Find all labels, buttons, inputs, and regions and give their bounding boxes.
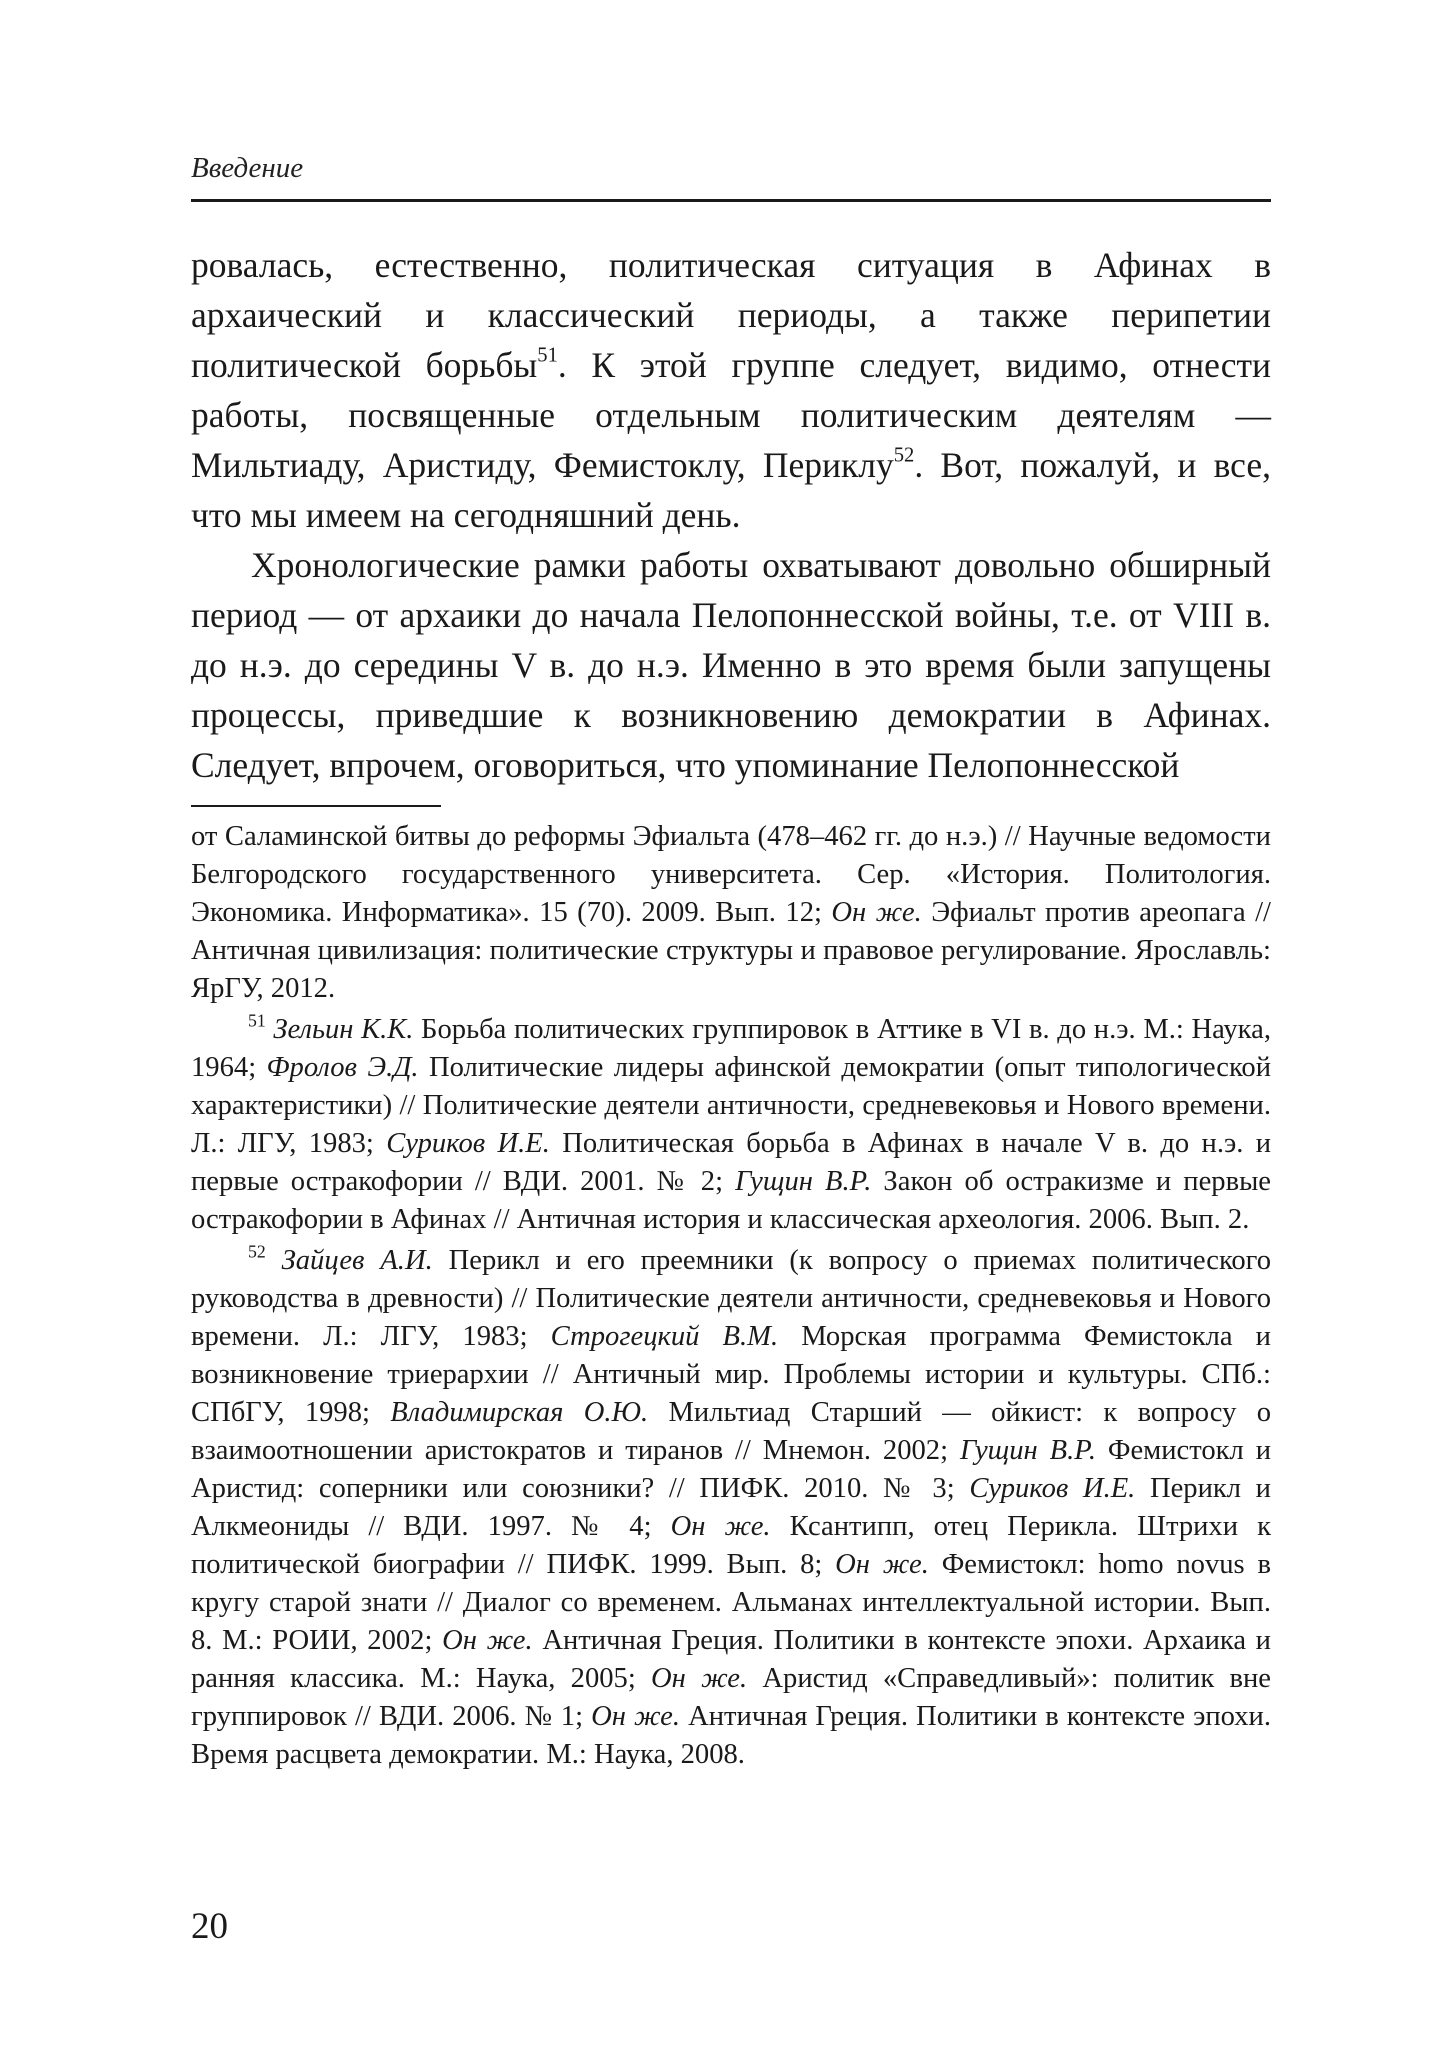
author-name: Он же. <box>835 1549 929 1580</box>
footnote-number: 52 <box>248 1241 266 1262</box>
header-rule <box>191 199 1271 202</box>
author-name: Зайцев А.И. <box>281 1245 433 1276</box>
text-run: Мильтиад Старший — ойкист: к вопросу о взаимоотношении аристократов и тиранов // Мнемон. 2002; <box>191 1397 1271 1466</box>
text-run: Закон об остракизме и первые остракофории в Афинах // Античная история и классическая археология. 2006. Вып. 2. <box>191 1166 1271 1235</box>
text-run: Фемистокл: homo novus в кругу старой знати // Диалог со временем. Альманах интеллектуальной истории. Вып. 8. М.: РОИИ, 2002; <box>191 1549 1271 1656</box>
text-run <box>266 1245 282 1276</box>
text-run: ровалась, естественно, политическая ситуация в Афинах в архаический и классический периоды, а также перипетии политической борьбы <box>191 245 1271 385</box>
text-run: Хронологические рамки работы охватывают довольно обширный период — от архаики до начала Пелопоннесской войны, т.е. от VIII в. до н.э. до середины V в. до н.э. Именно в это время были запущены процессы, приведшие к возникновению демократии в Афинах. Следует, впрочем, оговориться, что упоминание Пелопоннесской <box>191 545 1271 785</box>
text-run: Античная Греция. Политики в контексте эпохи. Время расцвета демократии. М.: Наука, 2008. <box>191 1701 1271 1770</box>
author-name: Владимирская О.Ю. <box>390 1397 649 1428</box>
footnote-52 <box>191 1242 1271 1774</box>
text-run: Античная Греция. Политики в контексте эпохи. Архаика и ранняя классика. М.: Наука, 2005; <box>191 1625 1271 1694</box>
footnote-50-continued <box>191 818 1271 1008</box>
author-name: Суриков И.Е. <box>969 1473 1136 1504</box>
text-run: Перикл и Алкмеониды // ВДИ. 1997. № 4; <box>191 1473 1271 1542</box>
text-run: . К этой группе следует, видимо, отнести работы, посвященные отдельным политическим деятелям — Мильтиаду, Аристиду, Фемистоклу, Периклу <box>191 345 1272 485</box>
text-run: Политические лидеры афинской демократии (опыт типологической характеристики) // Политические деятели античности, средневековья и Нового времени. Л.: ЛГУ, 1983; <box>191 1052 1272 1159</box>
footnote-body <box>191 1014 1271 1235</box>
author-name: Фролов Э.Д. <box>266 1052 419 1083</box>
author-name: Он же. <box>442 1625 533 1656</box>
author-name: Суриков И.Е. <box>386 1128 550 1159</box>
author-name: Он же. <box>591 1701 681 1732</box>
text-run: . Вот, пожалуй, и все, что мы имеем на сегодняшний день. <box>191 445 1271 535</box>
text-run: от Саламинской битвы до реформы Эфиальта (478–462 гг. до н.э.) // Научные ведомости Белгородского государственного университета. Сер. «История. Политология. Экономика. Информатика». 15 (70). 2009. Вып. 12; <box>191 821 1271 928</box>
footnote-body <box>191 1245 1271 1770</box>
text-run: Ксантипп, отец Перикла. Штрихи к политической биографии // ПИФК. 1999. Вып. 8; <box>191 1511 1271 1580</box>
text-run: Фемистокл и Аристид: соперники или союзники? // ПИФК. 2010. № 3; <box>191 1435 1272 1504</box>
author-name: Гущин В.Р. <box>959 1435 1096 1466</box>
author-name: Он же. <box>831 897 922 928</box>
text-run: Перикл и его преемники (к вопросу о приемах политического руководства в древности) // Политические деятели античности, средневековья и Нового времени. Л.: ЛГУ, 1983; <box>191 1245 1271 1352</box>
footnote-separator <box>191 805 441 807</box>
footnote-number: 51 <box>248 1010 266 1031</box>
footnote-51 <box>191 1011 1271 1239</box>
text-run: Эфиальт против ареопага // Античная цивилизация: политические структуры и правовое регулирование. Ярославль: ЯрГУ, 2012. <box>191 897 1272 1004</box>
author-name: Гущин В.Р. <box>735 1166 872 1197</box>
text-run: Политическая борьба в Афинах в начале V в. до н.э. и первые остракофории // ВДИ. 2001. № 2; <box>191 1128 1271 1197</box>
author-name: Он же. <box>651 1663 748 1694</box>
text-run: Борьба политических группировок в Аттике в VI в. до н.э. М.: Наука, 1964; <box>191 1014 1271 1083</box>
footnote-reference: 51 <box>537 344 558 367</box>
author-name: Зельин К.К. <box>273 1014 414 1045</box>
page-number: 20 <box>191 1906 228 1947</box>
main-text <box>191 240 1271 790</box>
paragraph-continued <box>191 240 1271 540</box>
footnotes <box>191 818 1271 1777</box>
footnote-reference: 52 <box>893 444 915 467</box>
running-head: Введение <box>191 152 304 184</box>
text-run: Аристид «Справедливый»: политик вне группировок // ВДИ. 2006. № 1; <box>191 1663 1271 1732</box>
paragraph-chronology <box>191 540 1271 790</box>
text-run: Морская программа Фемистокла и возникновение триерархии // Античный мир. Проблемы истории и культуры. СПб.: СПбГУ, 1998; <box>191 1321 1271 1428</box>
author-name: Он же. <box>670 1511 771 1542</box>
author-name: Строгецкий В.М. <box>550 1321 779 1352</box>
